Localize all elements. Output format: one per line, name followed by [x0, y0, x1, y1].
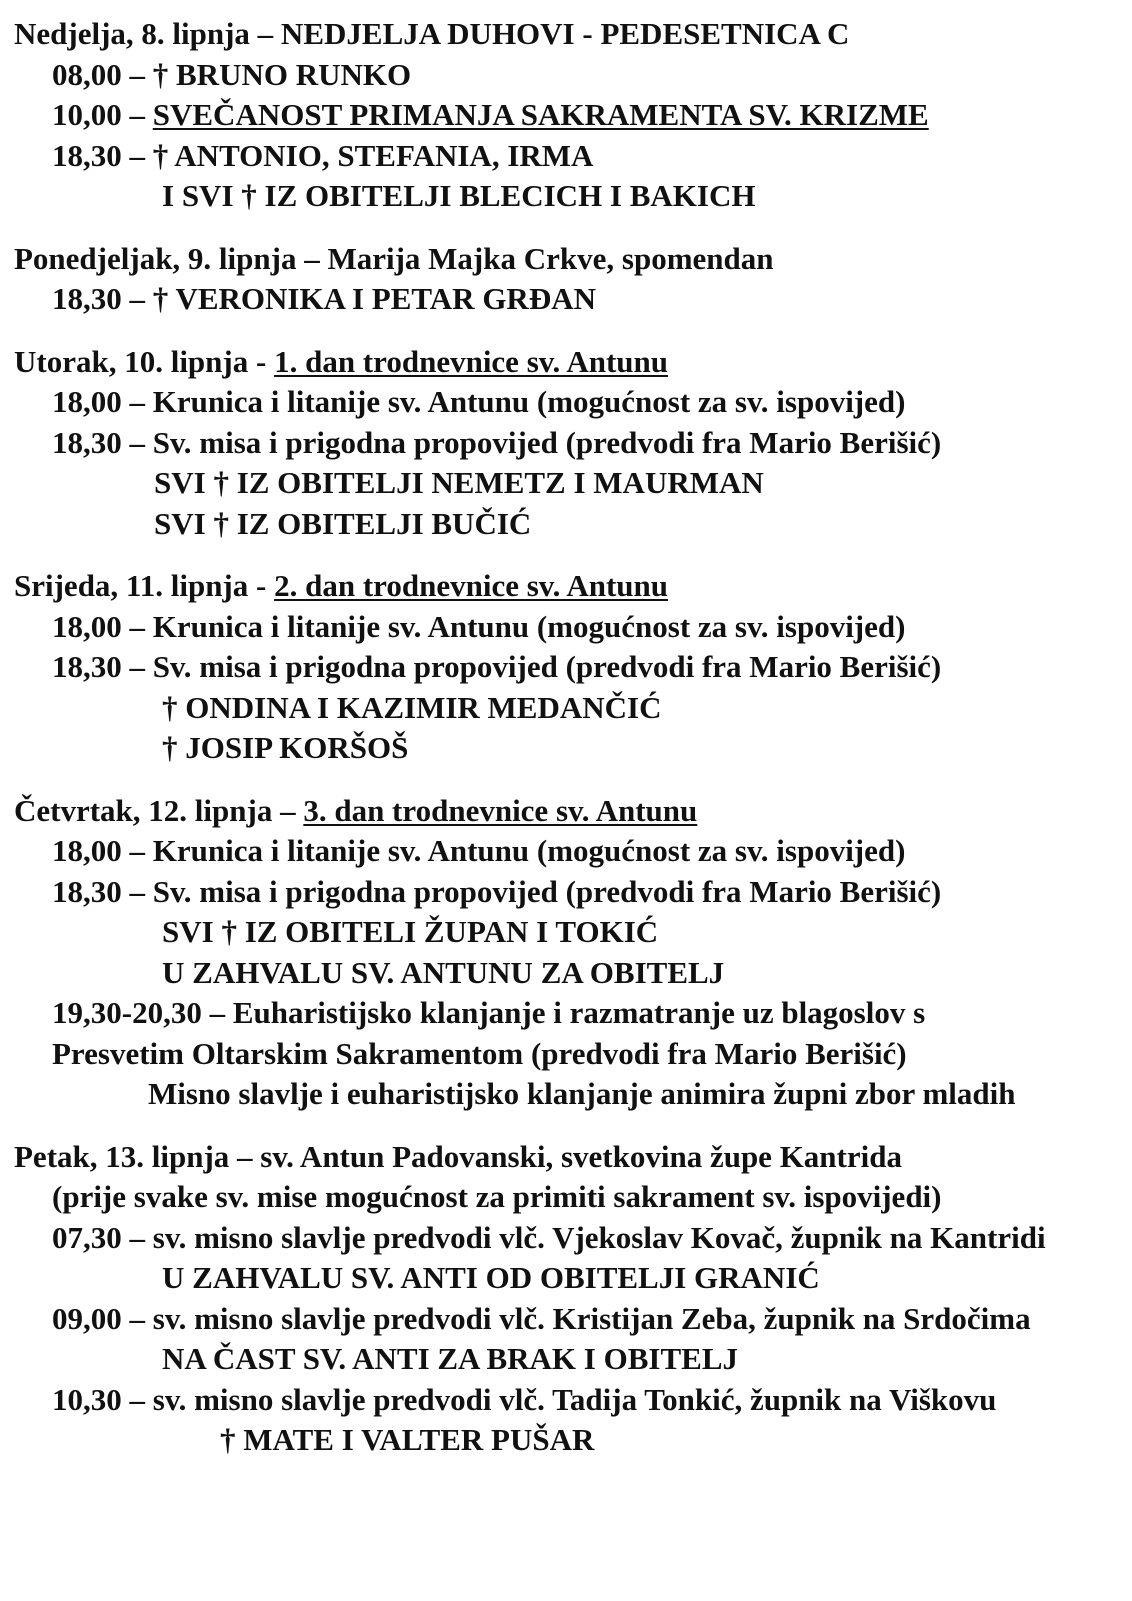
schedule-entry — [14, 55, 1124, 96]
schedule-entry-intention — [14, 1339, 1124, 1380]
schedule-entry-intention — [14, 463, 1124, 504]
entry-text: 18,30 – † VERONIKA I PETAR GRĐAN — [52, 281, 596, 316]
schedule-entry — [14, 993, 1124, 1034]
schedule-entry — [14, 95, 1124, 136]
entry-text: SVI † IZ OBITELI ŽUPAN I TOKIĆ — [162, 914, 659, 949]
day-heading — [14, 1137, 1124, 1178]
schedule-entry — [14, 279, 1124, 320]
day-heading — [14, 342, 1124, 383]
entry-text: † ONDINA I KAZIMIR MEDANČIĆ — [162, 689, 662, 725]
entry-text: 18,00 – Krunica i litanije sv. Antunu (mogućnost za sv. ispovijed) — [52, 384, 906, 419]
entry-text: Misno slavlje i euharistijsko klanjanje animira župni zbor mladih — [148, 1076, 1016, 1111]
entry-text: U ZAHVALU SV. ANTI OD OBITELJI GRANIĆ — [162, 1260, 820, 1295]
day-section-utorak — [14, 342, 1124, 545]
entry-text: I SVI † IZ OBITELJI BLECICH I BAKICH — [162, 178, 756, 213]
entry-text: 07,30 – sv. misno slavlje predvodi vlč. Vjekoslav Kovač, župnik na Kantridi — [52, 1219, 1046, 1255]
entry-text: 08,00 – † BRUNO RUNKO — [52, 56, 412, 92]
schedule-entry-intention — [14, 1258, 1124, 1299]
day-section-petak — [14, 1137, 1124, 1461]
entry-text: † MATE I VALTER PUŠAR — [220, 1422, 595, 1457]
entry-text: 18,30 – Sv. misa i prigodna propovijed (predvodi fra Mario Berišić) — [52, 873, 942, 909]
schedule-entry — [14, 136, 1124, 177]
schedule-entry — [14, 1299, 1124, 1340]
entry-text: 09,00 – sv. misno slavlje predvodi vlč. Kristijan Zeba, župnik na Srdočima — [52, 1300, 1031, 1336]
entry-text: † JOSIP KORŠOŠ — [162, 730, 409, 765]
entry-text: 10,30 – sv. misno slavlje predvodi vlč. Tadija Tonkić, župnik na Viškovu — [52, 1381, 997, 1417]
day-heading-text: Nedjelja, 8. lipnja – NEDJELJA DUHOVI - PEDESETNICA C — [14, 16, 850, 51]
schedule-entry — [14, 382, 1124, 423]
schedule-entry — [14, 1218, 1124, 1259]
schedule-entry-intention — [14, 176, 1124, 217]
day-heading-text: Ponedjeljak, 9. lipnja – Marija Majka Crkve, spomendan — [14, 240, 774, 276]
schedule-entry-intention — [14, 728, 1124, 769]
day-heading — [14, 791, 1124, 832]
day-heading — [14, 14, 1124, 55]
schedule-entry-intention — [14, 1420, 1124, 1461]
day-section-srijeda — [14, 566, 1124, 769]
entry-text: 18,30 – † ANTONIO, STEFANIA, IRMA — [52, 137, 594, 173]
day-heading — [14, 566, 1124, 607]
schedule-entry — [14, 647, 1124, 688]
day-section-nedjelja — [14, 14, 1124, 217]
entry-text: 18,00 – Krunica i litanije sv. Antunu (mogućnost za sv. ispovijed) — [52, 608, 906, 644]
day-heading-underlined: 2. dan trodnevnice sv. Antunu — [274, 568, 669, 603]
entry-underlined-text: SVEČANOST PRIMANJA SAKRAMENTA SV. KRIZME — [152, 97, 929, 132]
entry-text: (prije svake sv. mise mogućnost za primiti sakrament sv. ispovijedi) — [52, 1179, 942, 1214]
entry-text: U ZAHVALU SV. ANTUNU ZA OBITELJ — [162, 954, 725, 990]
day-heading-underlined: 1. dan trodnevnice sv. Antunu — [274, 343, 669, 379]
entry-time: 10,00 – — [52, 97, 153, 132]
mass-schedule-document — [14, 14, 1124, 1461]
schedule-entry — [14, 831, 1124, 872]
schedule-entry-intention — [14, 504, 1124, 545]
day-heading — [14, 239, 1124, 280]
entry-text: NA ČAST SV. ANTI ZA BRAK I OBITELJ — [162, 1341, 738, 1376]
day-heading-text: Utorak, 10. lipnja - — [14, 343, 275, 379]
day-section-cetvrtak — [14, 791, 1124, 1115]
day-heading-text: Četvrtak, 12. lipnja – — [14, 792, 304, 828]
schedule-entry — [14, 872, 1124, 913]
entry-text: 18,30 – Sv. misa i prigodna propovijed (predvodi fra Mario Berišić) — [52, 424, 942, 460]
schedule-entry — [14, 607, 1124, 648]
schedule-entry-note — [14, 1074, 1124, 1115]
schedule-entry — [14, 1034, 1124, 1075]
entry-text: 19,30-20,30 – Euharistijsko klanjanje i razmatranje uz blagoslov s — [52, 995, 926, 1030]
entry-text: SVI † IZ OBITELJI BUČIĆ — [154, 505, 532, 541]
schedule-entry-intention — [14, 912, 1124, 953]
entry-text: Presvetim Oltarskim Sakramentom (predvodi fra Mario Berišić) — [52, 1035, 907, 1071]
schedule-entry — [14, 423, 1124, 464]
schedule-note — [14, 1177, 1124, 1218]
schedule-entry-intention — [14, 953, 1124, 994]
entry-text: 18,30 – Sv. misa i prigodna propovijed (predvodi fra Mario Berišić) — [52, 649, 942, 684]
entry-text: SVI † IZ OBITELJI NEMETZ I MAURMAN — [154, 465, 764, 500]
schedule-entry — [14, 1380, 1124, 1421]
day-heading-text: Srijeda, 11. lipnja - — [14, 568, 275, 603]
day-section-ponedjeljak — [14, 239, 1124, 320]
schedule-entry-intention — [14, 688, 1124, 729]
entry-text: 18,00 – Krunica i litanije sv. Antunu (mogućnost za sv. ispovijed) — [52, 833, 906, 868]
day-heading-text: Petak, 13. lipnja – sv. Antun Padovanski, svetkovina župe Kantrida — [14, 1138, 902, 1174]
day-heading-underlined: 3. dan trodnevnice sv. Antunu — [303, 792, 698, 828]
